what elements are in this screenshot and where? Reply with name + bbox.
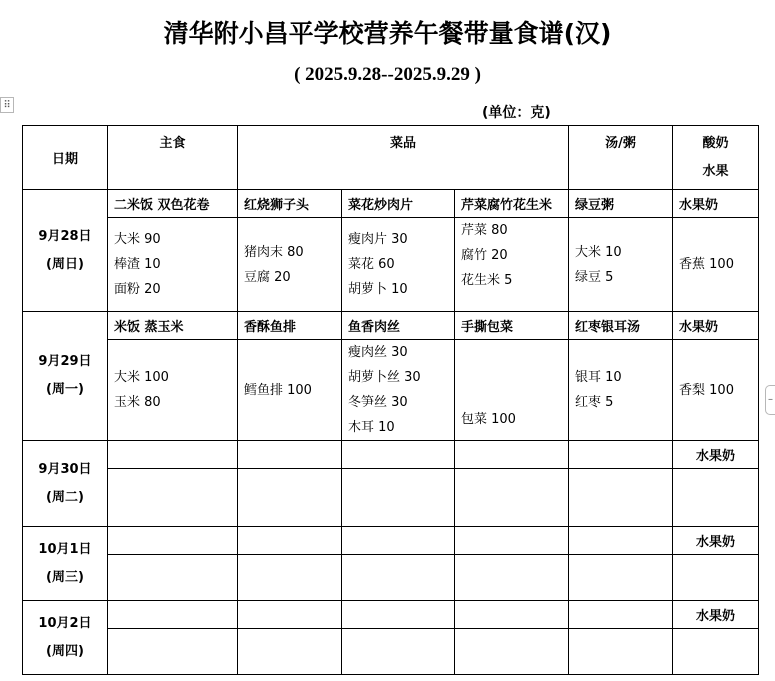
empty-cell bbox=[455, 555, 569, 601]
day2-staple-ingredients bbox=[108, 340, 238, 441]
header-row bbox=[23, 126, 759, 190]
day1-staple-ingredients bbox=[108, 218, 238, 312]
ingredient: 豆腐 20 bbox=[244, 269, 291, 285]
table-move-handle-icon[interactable]: ⠿ bbox=[0, 97, 14, 113]
day1-dish1-name: 红烧狮子头 bbox=[238, 190, 342, 218]
day1-date: 9月28日 bbox=[38, 228, 92, 244]
day3-date: 9月30日 bbox=[38, 461, 92, 477]
day2-weekday: (周一) bbox=[46, 382, 84, 397]
ingredient: 花生米 5 bbox=[461, 273, 513, 288]
header-yogurt-fruit bbox=[673, 126, 759, 190]
empty-cell bbox=[673, 555, 759, 601]
empty-cell bbox=[108, 469, 238, 527]
day4-date-cell bbox=[23, 527, 108, 601]
day1-dish3-ingredients bbox=[455, 218, 569, 312]
ingredient: 猪肉末 80 bbox=[244, 244, 304, 260]
empty-cell bbox=[342, 469, 455, 527]
ingredient: 红枣 5 bbox=[575, 395, 614, 410]
unit-label: (单位：克) bbox=[482, 105, 551, 121]
ingredient: 木耳 10 bbox=[348, 420, 395, 435]
day5-date-cell bbox=[23, 601, 108, 675]
empty-cell bbox=[569, 601, 673, 629]
day4-ingredient-row bbox=[23, 555, 759, 601]
day3-weekday: (周二) bbox=[46, 489, 84, 505]
header-fruit: 水果 bbox=[702, 163, 729, 179]
day2-fruit-milk: 水果奶 bbox=[673, 312, 759, 340]
day1-staple-name: 二米饭 双色花卷 bbox=[108, 190, 238, 218]
day3-fruit-milk: 水果奶 bbox=[673, 441, 759, 469]
empty-cell bbox=[455, 601, 569, 629]
day3-ingredient-row bbox=[23, 469, 759, 527]
empty-cell bbox=[238, 629, 342, 675]
day2-dish2-ingredients bbox=[342, 340, 455, 441]
day5-ingredient-row bbox=[23, 629, 759, 675]
ingredient: 腐竹 20 bbox=[461, 248, 508, 263]
empty-cell bbox=[238, 441, 342, 469]
day1-dish3-name: 芹菜腐竹花生米 bbox=[455, 190, 569, 218]
empty-cell bbox=[108, 629, 238, 675]
day1-soup-ingredients bbox=[569, 218, 673, 312]
empty-cell bbox=[342, 601, 455, 629]
day1-dish-row bbox=[23, 190, 759, 218]
ingredient: 胡萝卜丝 30 bbox=[348, 370, 421, 385]
day1-weekday: (周日) bbox=[46, 256, 84, 272]
empty-cell bbox=[569, 441, 673, 469]
header-staple: 主食 bbox=[108, 126, 238, 190]
day1-ingredient-row bbox=[23, 218, 759, 312]
day4-dish-row bbox=[23, 527, 759, 555]
empty-cell bbox=[238, 527, 342, 555]
ingredient: 银耳 10 bbox=[575, 370, 622, 385]
ingredient: 大米 100 bbox=[114, 370, 169, 385]
ingredient: 胡萝卜 10 bbox=[348, 282, 408, 297]
ingredient: 菜花 60 bbox=[348, 257, 395, 272]
empty-cell bbox=[455, 527, 569, 555]
ingredient: 冬笋丝 30 bbox=[348, 395, 408, 410]
day2-dish2-name: 鱼香肉丝 bbox=[342, 312, 455, 340]
empty-cell bbox=[455, 469, 569, 527]
day2-date: 9月29日 bbox=[38, 354, 92, 369]
empty-cell bbox=[455, 629, 569, 675]
empty-cell bbox=[342, 629, 455, 675]
day1-dish2-name: 菜花炒肉片 bbox=[342, 190, 455, 218]
empty-cell bbox=[342, 527, 455, 555]
day2-dish-row bbox=[23, 312, 759, 340]
date-range: ( 2025.9.28--2025.9.29 ) bbox=[294, 64, 481, 85]
day3-date-cell bbox=[23, 441, 108, 527]
day1-dish1-ingredients bbox=[238, 218, 342, 312]
empty-cell bbox=[342, 555, 455, 601]
header-dishes: 菜品 bbox=[238, 126, 569, 190]
ingredient: 玉米 80 bbox=[114, 395, 161, 410]
day2-soup-ingredients bbox=[569, 340, 673, 441]
ingredient: 大米 90 bbox=[114, 232, 161, 247]
empty-cell bbox=[569, 469, 673, 527]
empty-cell bbox=[673, 629, 759, 675]
header-yogurt: 酸奶 bbox=[702, 135, 729, 151]
day4-weekday: (周三) bbox=[46, 569, 84, 585]
ingredient: 瘦肉丝 30 bbox=[348, 345, 408, 360]
day1-fruit-milk: 水果奶 bbox=[673, 190, 759, 218]
ingredient: 大米 10 bbox=[575, 244, 622, 260]
day2-staple-name: 米饭 蒸玉米 bbox=[108, 312, 238, 340]
day1-date-cell bbox=[23, 190, 108, 312]
empty-cell bbox=[108, 601, 238, 629]
ingredient: 鳕鱼排 100 bbox=[244, 382, 312, 398]
page-title: 清华附小昌平学校营养午餐带量食谱(汉) bbox=[163, 19, 612, 48]
day1-soup-name: 绿豆粥 bbox=[569, 190, 673, 218]
ingredient: 香梨 100 bbox=[679, 382, 734, 398]
empty-cell bbox=[569, 629, 673, 675]
empty-cell bbox=[108, 555, 238, 601]
day2-soup-name: 红枣银耳汤 bbox=[569, 312, 673, 340]
day3-dish-row bbox=[23, 441, 759, 469]
empty-cell bbox=[455, 441, 569, 469]
ingredient: 绿豆 5 bbox=[575, 269, 614, 285]
day1-fruit-ingredients bbox=[673, 218, 759, 312]
empty-cell bbox=[108, 441, 238, 469]
ingredient: 包菜 100 bbox=[461, 412, 516, 427]
day4-date: 10月1日 bbox=[38, 541, 92, 557]
empty-cell bbox=[238, 601, 342, 629]
day2-dish3-ingredients bbox=[455, 340, 569, 441]
header-date: 日期 bbox=[23, 126, 108, 190]
day2-fruit-ingredients bbox=[673, 340, 759, 441]
day2-date-cell bbox=[23, 312, 108, 441]
empty-cell bbox=[569, 555, 673, 601]
day5-date: 10月2日 bbox=[38, 615, 92, 631]
empty-cell bbox=[569, 527, 673, 555]
side-panel-toggle-icon[interactable]: – bbox=[765, 385, 775, 415]
header-soup: 汤/粥 bbox=[569, 126, 673, 190]
ingredient: 芹菜 80 bbox=[461, 223, 508, 238]
day4-fruit-milk: 水果奶 bbox=[673, 527, 759, 555]
day1-dish2-ingredients bbox=[342, 218, 455, 312]
day2-ingredient-row bbox=[23, 340, 759, 441]
ingredient: 瘦肉片 30 bbox=[348, 232, 408, 247]
day2-dish1-name: 香酥鱼排 bbox=[238, 312, 342, 340]
day5-dish-row bbox=[23, 601, 759, 629]
empty-cell bbox=[673, 469, 759, 527]
menu-table bbox=[22, 125, 759, 675]
day5-weekday: (周四) bbox=[46, 643, 84, 659]
ingredient: 面粉 20 bbox=[114, 282, 161, 297]
day2-dish1-ingredients bbox=[238, 340, 342, 441]
day5-fruit-milk: 水果奶 bbox=[673, 601, 759, 629]
day2-dish3-name: 手撕包菜 bbox=[455, 312, 569, 340]
empty-cell bbox=[238, 469, 342, 527]
ingredient: 香蕉 100 bbox=[679, 257, 734, 272]
empty-cell bbox=[238, 555, 342, 601]
ingredient: 棒渣 10 bbox=[114, 257, 161, 272]
empty-cell bbox=[342, 441, 455, 469]
empty-cell bbox=[108, 527, 238, 555]
